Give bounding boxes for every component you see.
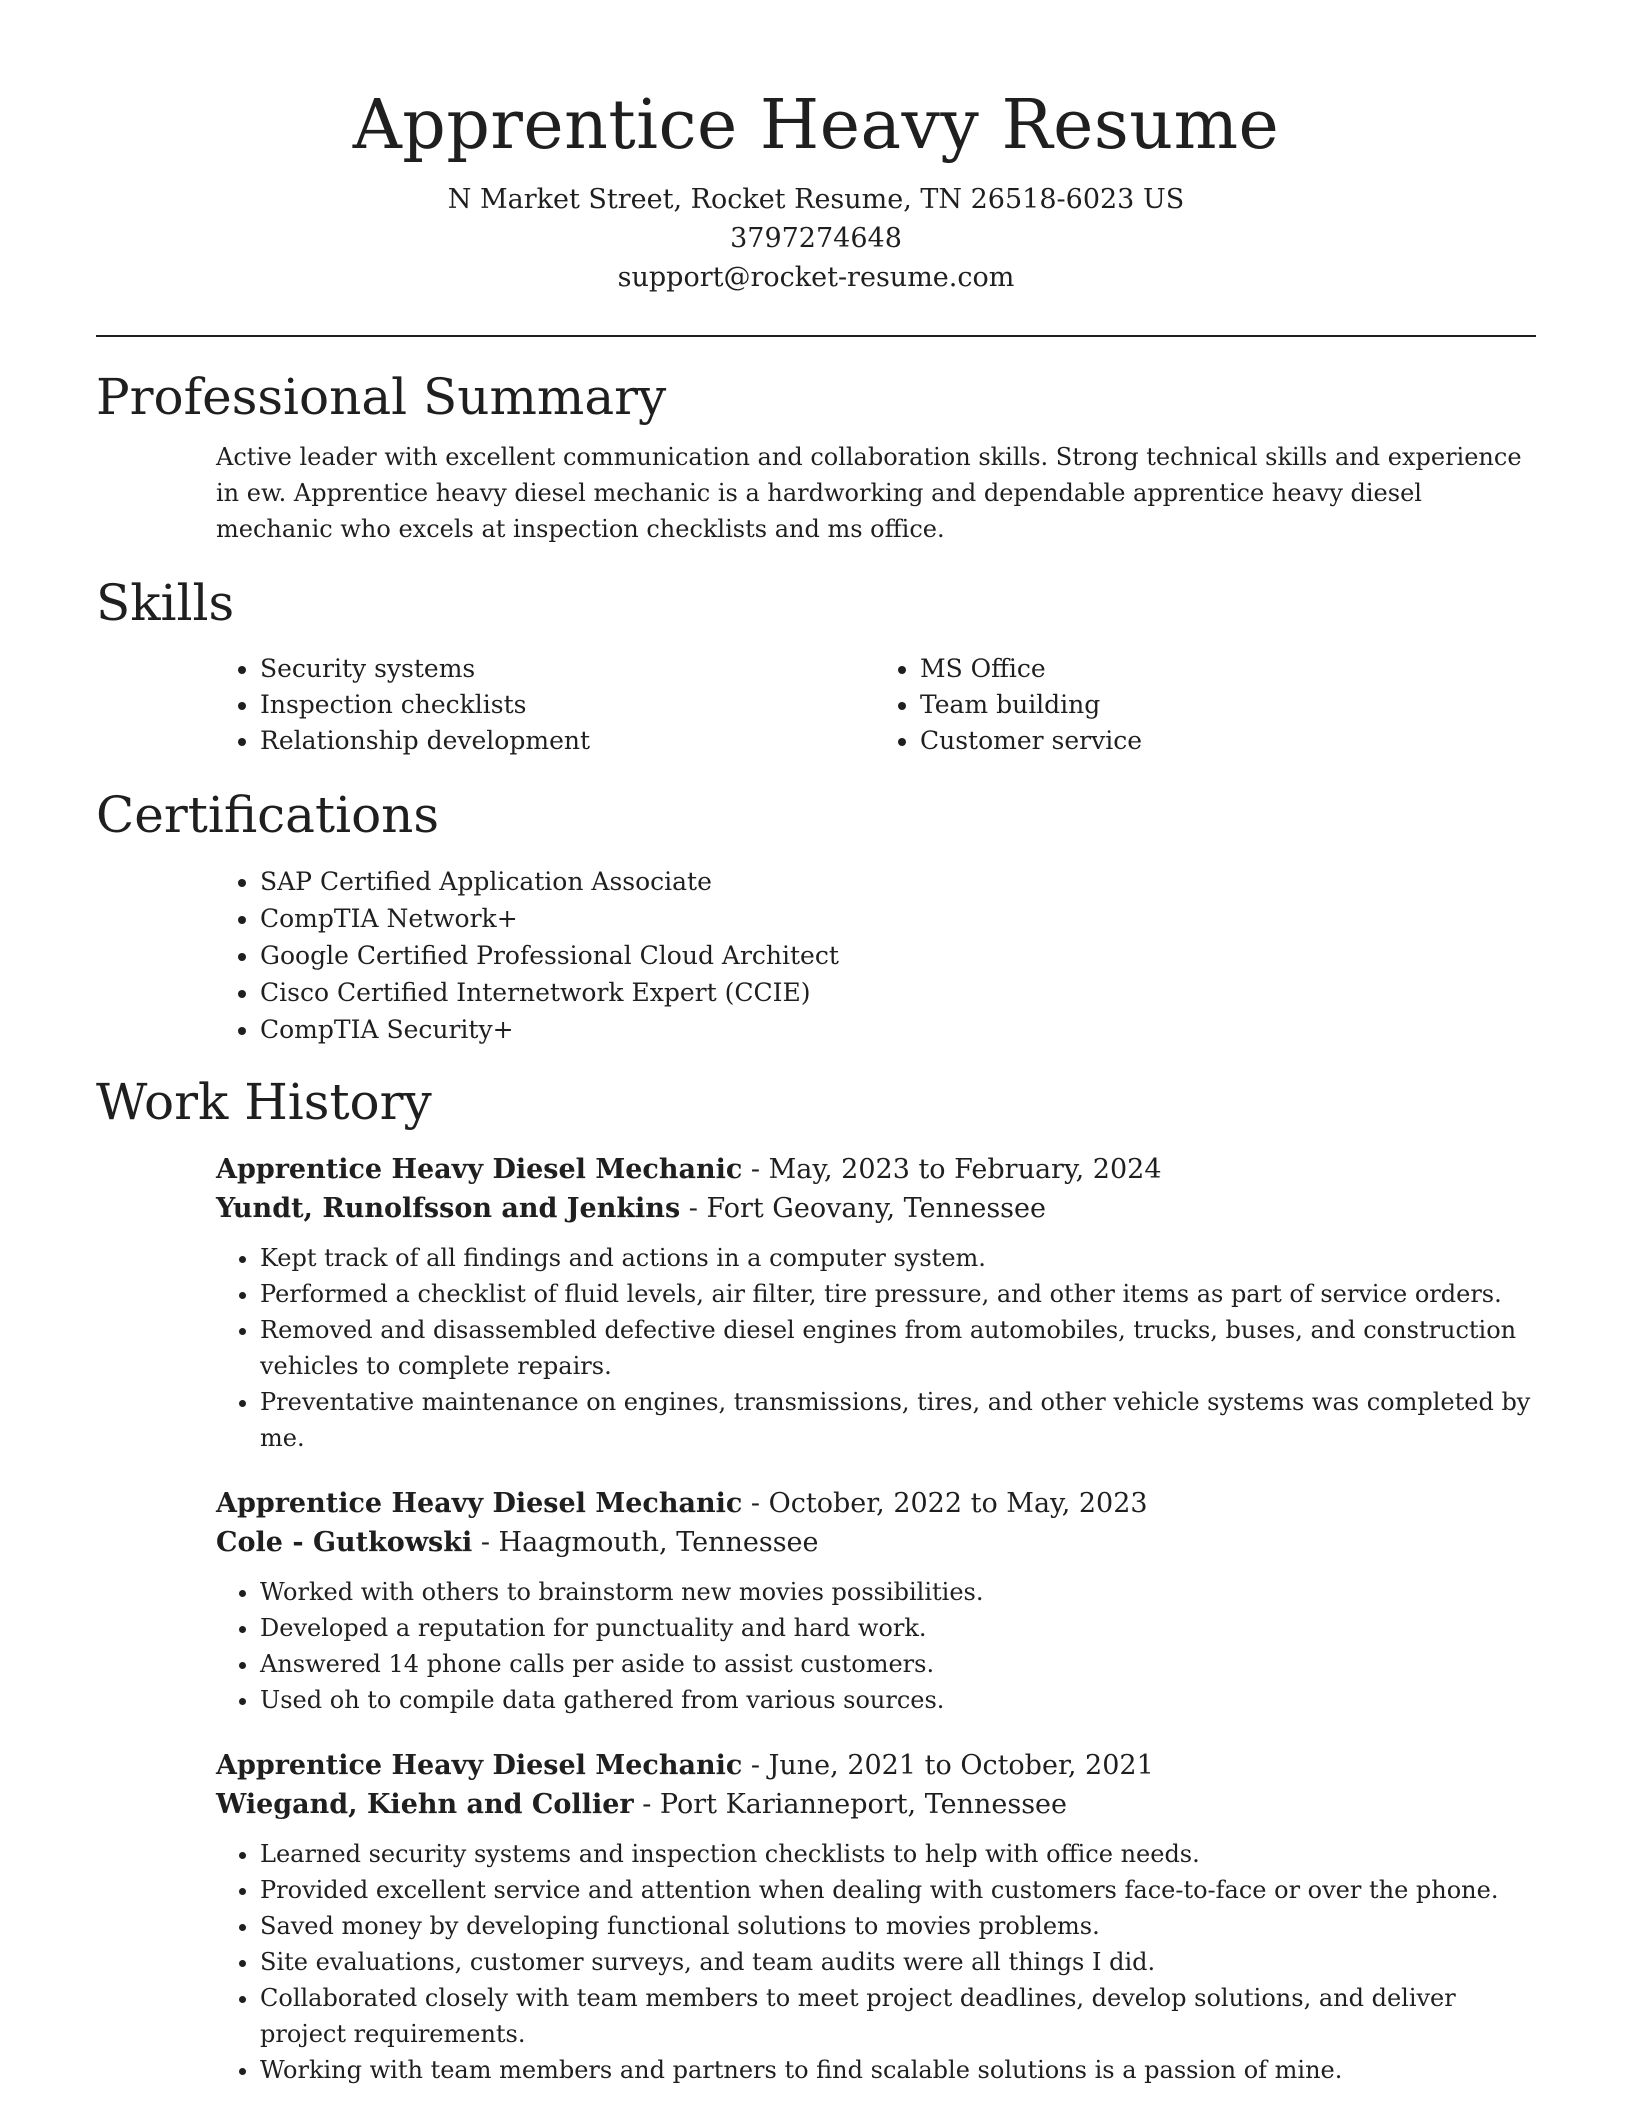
job-bullet: • Removed and disassembled defective diesel engines from automobiles, trucks, buses, and construction vehicles to complete repairs. <box>260 1312 1536 1384</box>
job-company-line <box>216 1785 1536 1824</box>
job-title: Apprentice Heavy Diesel Mechanic <box>216 1750 743 1781</box>
job-entry <box>216 1484 1536 1718</box>
job-bullet: • Used oh to compile data gathered from various sources. <box>260 1682 1536 1718</box>
certifications-section <box>96 785 1536 1048</box>
job-title-line <box>216 1150 1536 1189</box>
resume-page <box>96 0 1536 2088</box>
section-heading-certifications: Certifications <box>96 786 440 844</box>
job-bullet: • Worked with others to brainstorm new movies possibilities. <box>260 1574 1536 1610</box>
resume-title: Apprentice Heavy Resume <box>352 86 1280 165</box>
job-bullet: • Kept track of all findings and actions in a computer system. <box>260 1240 1536 1276</box>
job-company-line <box>216 1523 1536 1562</box>
skill-item: • Customer service <box>920 723 1536 759</box>
professional-summary-section <box>96 367 1536 547</box>
skill-item: • Team building <box>920 687 1536 723</box>
skills-list-right <box>876 651 1536 759</box>
job-company: Yundt, Runolfsson and Jenkins <box>216 1193 681 1224</box>
skills-columns <box>216 651 1536 759</box>
job-bullet: • Provided excellent service and attention when dealing with customers face-to-face or over the phone. <box>260 1872 1536 1908</box>
job-location: - Haagmouth, Tennessee <box>472 1527 819 1558</box>
skill-item: • Inspection checklists <box>260 687 876 723</box>
certification-item: • CompTIA Security+ <box>260 1011 1536 1048</box>
skill-item: • Relationship development <box>260 723 876 759</box>
job-dates: - May, 2023 to February, 2024 <box>742 1154 1162 1185</box>
job-dates: - June, 2021 to October, 2021 <box>742 1750 1154 1781</box>
section-heading-summary: Professional Summary <box>96 368 667 426</box>
job-title: Apprentice Heavy Diesel Mechanic <box>216 1488 743 1519</box>
certifications-list <box>216 863 1536 1048</box>
certification-item: • Google Certified Professional Cloud Architect <box>260 937 1536 974</box>
work-history-section <box>96 1072 1536 2088</box>
certification-item: • CompTIA Network+ <box>260 900 1536 937</box>
job-bullet: • Saved money by developing functional solutions to movies problems. <box>260 1908 1536 1944</box>
job-bullet: • Learned security systems and inspection checklists to help with office needs. <box>260 1836 1536 1872</box>
certification-item: • SAP Certified Application Associate <box>260 863 1536 900</box>
section-heading-skills: Skills <box>96 574 235 632</box>
email-address: support@rocket-resume.com <box>617 262 1015 293</box>
skills-list-left <box>216 651 876 759</box>
job-title: Apprentice Heavy Diesel Mechanic <box>216 1154 743 1185</box>
job-title-line <box>216 1746 1536 1785</box>
skill-item: • Security systems <box>260 651 876 687</box>
job-title-line <box>216 1484 1536 1523</box>
section-heading-work-history: Work History <box>96 1073 432 1131</box>
job-bullets <box>216 1836 1536 2088</box>
contact-info <box>96 180 1536 297</box>
address: N Market Street, Rocket Resume, TN 26518-6023 US <box>447 184 1185 215</box>
job-bullet: • Answered 14 phone calls per aside to assist customers. <box>260 1646 1536 1682</box>
job-bullets <box>216 1240 1536 1456</box>
job-location: - Fort Geovany, Tennessee <box>680 1193 1046 1224</box>
job-bullet: • Performed a checklist of fluid levels, air filter, tire pressure, and other items as part of service orders. <box>260 1276 1536 1312</box>
job-bullet: • Working with team members and partners to find scalable solutions is a passion of mine. <box>260 2052 1536 2088</box>
job-company: Cole - Gutkowski <box>216 1527 473 1558</box>
certification-item: • Cisco Certified Internetwork Expert (CCIE) <box>260 974 1536 1011</box>
job-entry <box>216 1150 1536 1456</box>
header-divider <box>96 335 1536 337</box>
skill-item: • MS Office <box>920 651 1536 687</box>
job-dates: - October, 2022 to May, 2023 <box>742 1488 1148 1519</box>
job-bullet: • Collaborated closely with team members to meet project deadlines, develop solutions, and deliver project requirements. <box>260 1980 1536 2052</box>
job-bullets <box>216 1574 1536 1718</box>
job-bullet: • Preventative maintenance on engines, transmissions, tires, and other vehicle systems was completed by me. <box>260 1384 1536 1456</box>
phone-number: 3797274648 <box>730 223 902 254</box>
resume-header <box>96 0 1536 297</box>
summary-text: Active leader with excellent communication and collaboration skills. Strong technical skills and experience in ew. Apprentice heavy diesel mechanic is a hardworking and dependable apprentice heavy diesel mechanic who excels at inspection checklists and ms office. <box>216 443 1522 543</box>
job-bullet: • Developed a reputation for punctuality and hard work. <box>260 1610 1536 1646</box>
job-company-line <box>216 1189 1536 1228</box>
job-entry <box>216 1746 1536 2088</box>
skills-section <box>96 573 1536 759</box>
job-company: Wiegand, Kiehn and Collier <box>216 1789 634 1820</box>
job-bullet: • Site evaluations, customer surveys, and team audits were all things I did. <box>260 1944 1536 1980</box>
job-location: - Port Karianneport, Tennessee <box>633 1789 1068 1820</box>
